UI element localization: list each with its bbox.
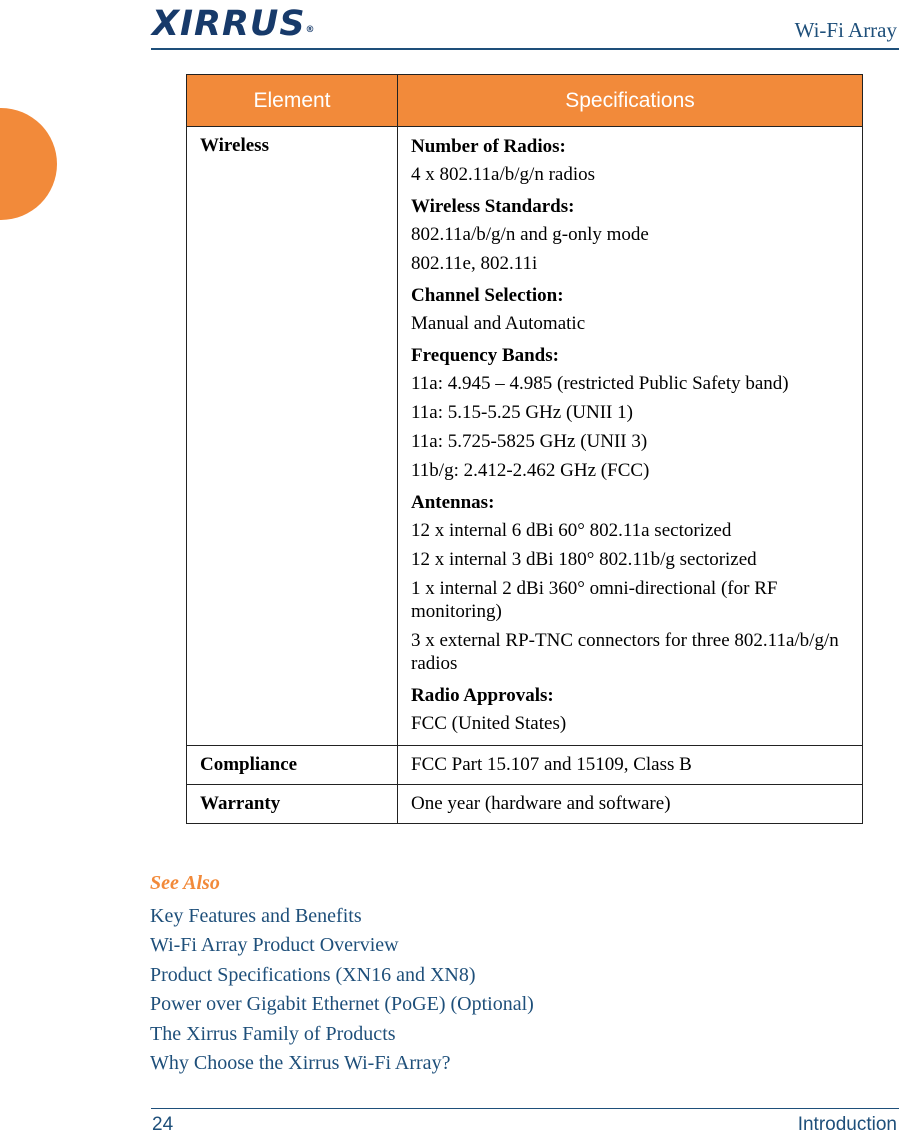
- spec-line: 11a: 5.725-5825 GHz (UNII 3): [411, 431, 648, 452]
- spec-cell: One year (hardware and software): [398, 785, 863, 824]
- spec-line: Manual and Automatic: [411, 313, 586, 334]
- page-number: 24: [152, 1114, 174, 1135]
- link-xirrus-family[interactable]: The Xirrus Family of Products: [150, 1022, 396, 1045]
- spec-line: 802.11e, 802.11i: [411, 253, 538, 274]
- spec-group-approvals: [411, 684, 850, 735]
- spec-group-antennas: [411, 491, 850, 675]
- column-header-specifications: Specifications: [398, 75, 863, 127]
- spec-line: 3 x external RP-TNC connectors for three 802.11a/b/g/n radios: [411, 630, 839, 674]
- spec-cell: FCC Part 15.107 and 15109, Class B: [398, 746, 863, 785]
- table-row-compliance: [187, 746, 863, 785]
- see-also-links: [150, 903, 534, 1079]
- spec-group-standards: [411, 195, 850, 275]
- link-why-choose[interactable]: Why Choose the Xirrus Wi-Fi Array?: [150, 1051, 451, 1074]
- spec-line: 12 x internal 6 dBi 60° 802.11a sectorized: [411, 520, 732, 541]
- spec-heading: Antennas:: [411, 492, 495, 513]
- footer-divider: [151, 1108, 899, 1109]
- spec-line: 11a: 5.15-5.25 GHz (UNII 1): [411, 402, 633, 423]
- spec-group-channel: [411, 284, 850, 335]
- link-product-overview[interactable]: Wi-Fi Array Product Overview: [150, 934, 399, 957]
- spec-line: 802.11a/b/g/n and g-only mode: [411, 224, 649, 245]
- element-cell: Warranty: [187, 785, 398, 824]
- table-row-warranty: [187, 785, 863, 824]
- table-row-wireless: [187, 127, 863, 746]
- spec-group-frequency: [411, 344, 850, 482]
- chapter-tab-marker: [0, 108, 57, 220]
- spec-heading: Wireless Standards:: [411, 196, 575, 217]
- spec-line: 12 x internal 3 dBi 180° 802.11b/g sectorized: [411, 549, 757, 570]
- link-poge[interactable]: Power over Gigabit Ethernet (PoGE) (Optional): [150, 993, 534, 1016]
- spec-heading: Radio Approvals:: [411, 685, 554, 706]
- link-product-specifications[interactable]: Product Specifications (XN16 and XN8): [150, 963, 476, 986]
- spec-line: FCC (United States): [411, 713, 567, 734]
- spec-cell: [398, 127, 863, 746]
- spec-group-radios: [411, 135, 850, 186]
- link-key-features[interactable]: Key Features and Benefits: [150, 905, 362, 927]
- xirrus-logo: XIRRUS®: [152, 4, 316, 44]
- spec-line: 4 x 802.11a/b/g/n radios: [411, 164, 595, 185]
- spec-line: 11a: 4.945 – 4.985 (restricted Public Safety band): [411, 373, 789, 394]
- element-cell: Wireless: [187, 127, 398, 746]
- header-divider: [151, 48, 899, 50]
- see-also-heading: See Also: [150, 872, 220, 894]
- spec-heading: Channel Selection:: [411, 285, 564, 306]
- column-header-element: Element: [187, 75, 398, 127]
- spec-line: 11b/g: 2.412-2.462 GHz (FCC): [411, 460, 650, 481]
- section-name: Introduction: [797, 1114, 897, 1135]
- spec-heading: Frequency Bands:: [411, 345, 559, 366]
- element-cell: Compliance: [187, 746, 398, 785]
- spec-heading: Number of Radios:: [411, 136, 566, 157]
- specifications-table: [186, 74, 863, 824]
- spec-line: 1 x internal 2 dBi 360° omni-directional (for RF monitoring): [411, 578, 778, 622]
- header-title: Wi-Fi Array: [794, 18, 897, 42]
